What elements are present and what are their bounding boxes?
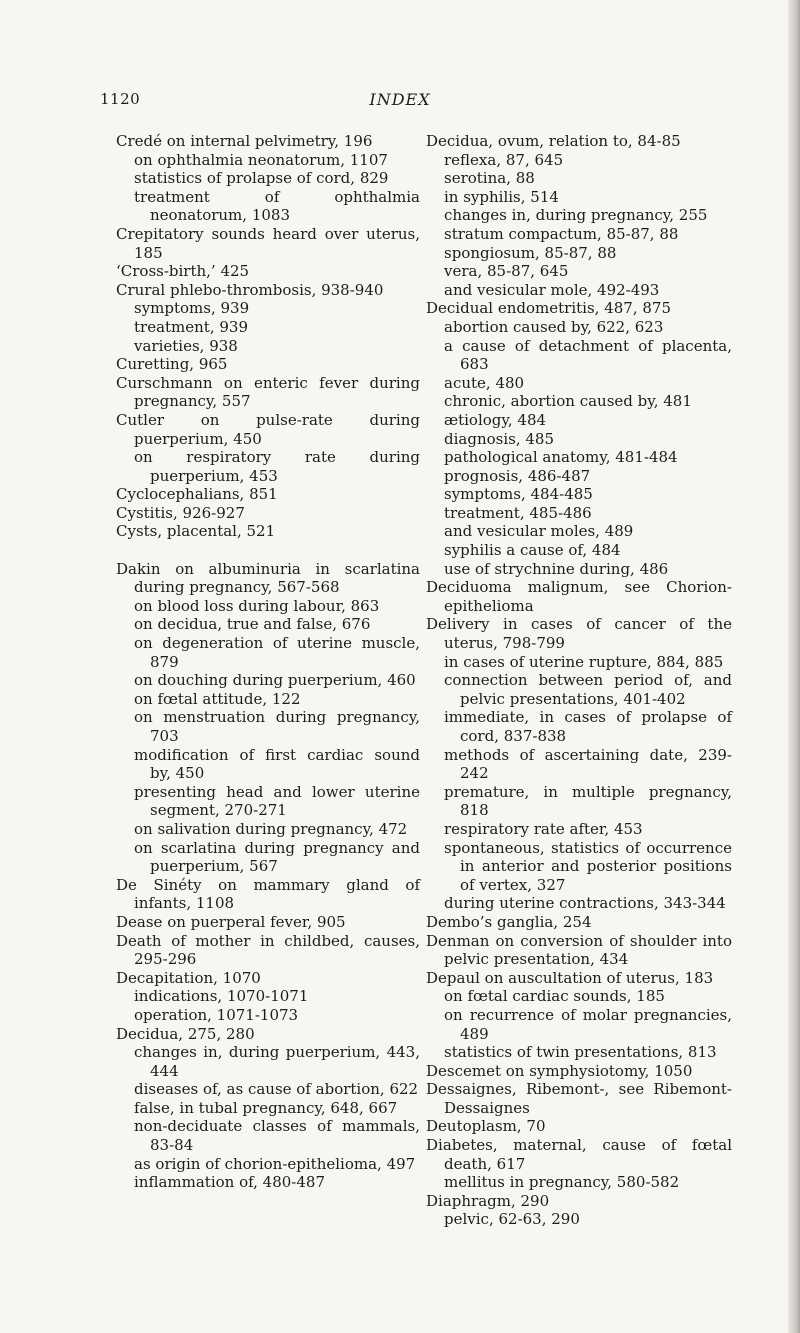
index-entry: ‘Cross-birth,’ 425 [116,262,250,281]
index-entry: Diabetes, maternal, cause of fœtal death, 617 [426,1136,732,1173]
index-subentry: acute, 480 [444,373,525,392]
index-subentry: on respiratory rate during puerperium, 453 [134,448,420,485]
index-subentry: as origin of chorion-epithelioma, 497 [134,1154,416,1173]
index-subentry: treatment, 939 [134,317,249,336]
index-subentry: on salivation during pregnancy, 472 [134,819,408,838]
index-entry: Curetting, 965 [116,355,228,374]
letter-section-gap [116,541,420,560]
running-title: INDEX [369,90,431,109]
index-subentry: during uterine contractions, 343-344 [444,894,726,913]
index-subentry: diagnosis, 485 [444,429,554,448]
index-subentry: modification of first cardiac sound by, 450 [134,745,420,783]
index-subentry: and vesicular mole, 492-493 [444,280,660,299]
index-subentry: pathological anatomy, 481-484 [444,448,678,467]
index-subentry: vera, 85-87, 645 [444,262,569,281]
index-subentry: changes in, during puerperium, 443, 444 [134,1043,420,1080]
index-entry: Cutler on pulse-rate during puerperium, 450 [116,410,420,448]
index-column-left [116,132,420,1192]
index-subentry: non-deciduate classes of mammals, 83-84 [134,1117,420,1155]
index-subentry: pelvic, 62-63, 290 [444,1210,580,1229]
index-entry: Cyclocephalians, 851 [116,485,278,504]
index-subentry: on recurrence of molar pregnancies, 489 [444,1005,732,1043]
index-subentry: symptoms, 939 [134,299,250,318]
index-entry: Descemet on symphysiotomy, 1050 [426,1061,693,1080]
index-entry: Crepitatory sounds heard over uterus, 185 [116,224,420,262]
index-subentry: stratum compactum, 85-87, 88 [444,224,679,243]
index-subentry: syphilis a cause of, 484 [444,541,621,560]
index-column-right [426,132,732,1229]
index-subentry: in syphilis, 514 [444,187,559,206]
index-subentry: indications, 1070-1071 [134,987,309,1006]
index-entry: Delivery in cases of cancer of the uterus, 798-799 [426,615,732,653]
index-subentry: methods of ascertaining date, 239-242 [444,745,732,783]
index-subentry: respiratory rate after, 453 [444,819,643,838]
index-subentry: spontaneous, statistics of occurrence in anterior and posterior positions of vertex, 327 [444,838,732,894]
index-subentry: premature, in multiple pregnancy, 818 [444,782,732,820]
index-subentry: on douching during puerperium, 460 [134,671,416,690]
index-subentry: symptoms, 484-485 [444,485,593,504]
index-entry: Dessaignes, Ribemont-, see Ribemont-Dessaignes [426,1080,732,1117]
index-subentry: treatment, 485-486 [444,503,592,522]
index-subentry: serotina, 88 [444,169,535,188]
index-subentry: changes in, during pregnancy, 255 [444,206,708,225]
index-subentry: use of strychnine during, 486 [444,559,669,578]
index-subentry: diseases of, as cause of abortion, 622 [134,1080,419,1099]
index-entry: Dease on puerperal fever, 905 [116,912,346,931]
index-entry: Curschmann on enteric fever during pregnancy, 557 [116,373,420,411]
page-number: 1120 [100,90,141,108]
index-entry: De Sinéty on mammary gland of infants, 1108 [116,875,420,913]
index-entry: Deciduoma malignum, see Chorion-epithelioma [426,578,732,615]
index-subentry: statistics of prolapse of cord, 829 [134,169,389,188]
index-subentry: on blood loss during labour, 863 [134,596,380,615]
index-entry: Depaul on auscultation of uterus, 183 [426,968,714,987]
index-subentry: presenting head and lower uterine segment, 270-271 [134,782,420,820]
index-subentry: prognosis, 486-487 [444,466,591,485]
index-entry: Deutoplasm, 70 [426,1117,546,1136]
index-subentry: statistics of twin presentations, 813 [444,1043,717,1062]
index-subentry: on fœtal attitude, 122 [134,689,301,708]
index-entry: Cystitis, 926-927 [116,503,245,522]
index-subentry: a cause of detachment of placenta, 683 [444,336,732,374]
index-subentry: and vesicular moles, 489 [444,522,634,541]
index-entry: Decidual endometritis, 487, 875 [426,299,671,318]
index-subentry: mellitus in pregnancy, 580-582 [444,1173,680,1192]
index-entry: Diaphragm, 290 [426,1191,550,1210]
index-entry: Crural phlebo-thrombosis, 938-940 [116,280,384,299]
index-entry: Cysts, placental, 521 [116,522,276,541]
page-edge-shadow [788,0,800,1333]
index-entry: Death of mother in childbed, causes, 295-296 [116,931,420,969]
index-subentry: reflexa, 87, 645 [444,150,564,169]
index-subentry: inflammation of, 480-487 [134,1173,325,1192]
index-entry: Credé on internal pelvimetry, 196 [116,132,373,150]
index-subentry: treatment of ophthalmia neonatorum, 1083 [134,187,420,225]
index-entry: Decidua, 275, 280 [116,1024,255,1043]
index-subentry: abortion caused by, 622, 623 [444,317,664,336]
index-subentry: on decidua, true and false, 676 [134,615,371,634]
index-subentry: on degeneration of uterine muscle, 879 [134,634,420,671]
index-subentry: on scarlatina during pregnancy and puerperium, 567 [134,838,420,876]
index-entry: Dakin on albuminuria in scarlatina during pregnancy, 567-568 [116,559,420,597]
index-entry: Decidua, ovum, relation to, 84-85 [426,132,681,150]
index-subentry: operation, 1071-1073 [134,1005,299,1024]
index-subentry: ætiology, 484 [444,410,547,429]
index-subentry: immediate, in cases of prolapse of cord, 837-838 [444,708,732,745]
index-subentry: chronic, abortion caused by, 481 [444,392,692,411]
index-entry: Denman on conversion of shoulder into pelvic presentation, 434 [426,931,732,969]
index-subentry: false, in tubal pregnancy, 648, 667 [134,1098,398,1117]
index-subentry: on menstruation during pregnancy, 703 [134,708,420,745]
index-subentry: in cases of uterine rupture, 884, 885 [444,652,724,671]
index-subentry: varieties, 938 [134,336,238,355]
index-subentry: on fœtal cardiac sounds, 185 [444,987,665,1006]
index-entry: Dembo’s ganglia, 254 [426,912,592,931]
index-entry: Decapitation, 1070 [116,968,261,987]
index-subentry: connection between period of, and pelvic presentations, 401-402 [444,671,732,708]
index-subentry: spongiosum, 85-87, 88 [444,243,617,262]
index-subentry: on ophthalmia neonatorum, 1107 [134,150,388,169]
page-header [0,90,800,114]
